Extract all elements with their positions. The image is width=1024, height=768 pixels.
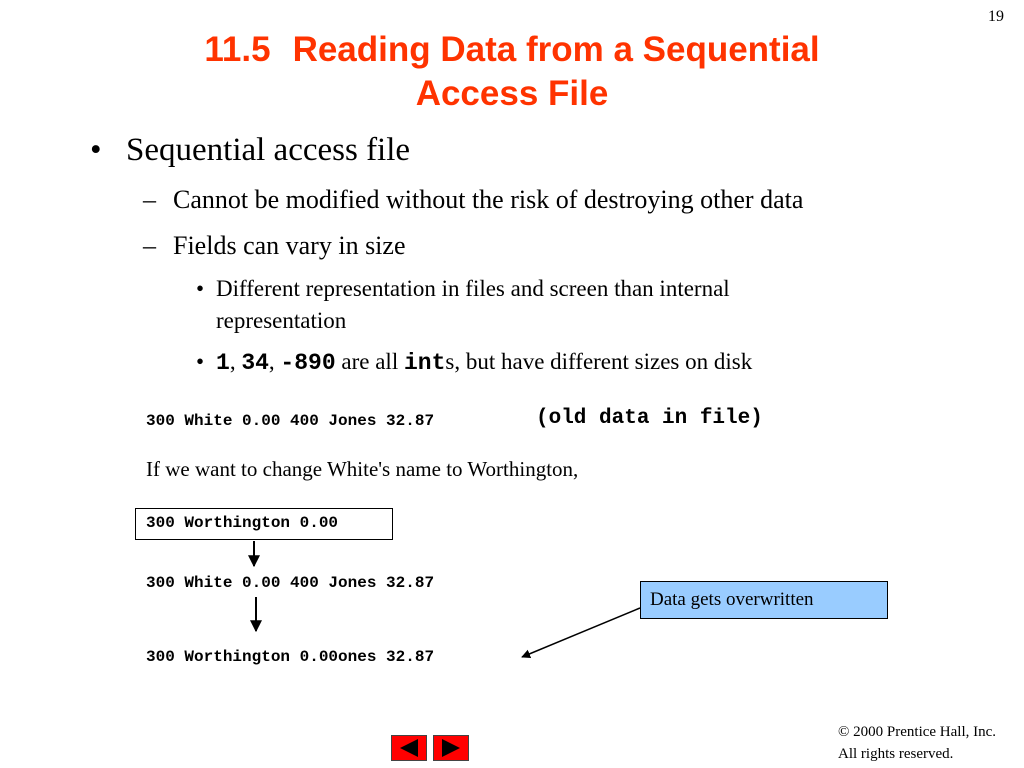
dash-icon: –: [143, 231, 156, 260]
separator: ,: [229, 349, 242, 374]
copyright-text: 2000 Prentice Hall, Inc.: [849, 724, 997, 740]
next-slide-button[interactable]: [433, 735, 469, 761]
subbullet-text: Fields can vary in size: [173, 231, 406, 260]
section-number: 11.5: [204, 30, 271, 69]
value-34: 34: [241, 350, 269, 376]
value-1: 1: [216, 350, 230, 376]
dash-icon: –: [143, 185, 156, 214]
text-are-all: are all: [335, 349, 404, 374]
bullet-dot-icon: •: [196, 276, 205, 301]
separator: ,: [268, 349, 281, 374]
old-data-note: (old data in file): [536, 407, 763, 430]
old-data-line: 300 White 0.00 400 Jones 32.87: [146, 412, 435, 430]
type-int: int: [403, 350, 446, 376]
page-number: 19: [988, 8, 1004, 25]
title-text-1: Reading Data from a Sequential: [292, 30, 820, 69]
item-text-line-2: representation: [216, 308, 347, 333]
bullet-text: Sequential access file: [126, 132, 411, 168]
copyright-line-1: [838, 721, 996, 743]
value-minus-890: -890: [280, 350, 336, 376]
item-text-line-1: Different representation in files and screen than internal: [216, 276, 730, 301]
subbullet-text: Cannot be modified without the risk of destroying other data: [173, 185, 804, 214]
callout-text: Data gets overwritten: [650, 589, 814, 610]
new-record-text: 300 Worthington 0.00: [146, 514, 339, 532]
callout-arrow-icon: [522, 608, 640, 657]
copyright-line-2: All rights reserved.: [838, 746, 954, 762]
result-line: 300 Worthington 0.00ones 32.87: [146, 648, 435, 666]
bullet-dot-icon: •: [90, 132, 102, 168]
intro-sentence: If we want to change White's name to Worthington,: [146, 457, 579, 481]
copyright-notice: [838, 721, 996, 765]
triangle-right-icon: [434, 736, 468, 760]
text-tail: s, but have different sizes on disk: [445, 349, 753, 374]
triangle-left-icon: [392, 736, 426, 760]
previous-slide-button[interactable]: [391, 735, 427, 761]
copyright-icon: ©: [838, 724, 850, 740]
bullet-dot-icon: •: [196, 349, 205, 374]
file-contents-line: 300 White 0.00 400 Jones 32.87: [146, 574, 435, 592]
title-line-2: Access File: [415, 74, 609, 113]
